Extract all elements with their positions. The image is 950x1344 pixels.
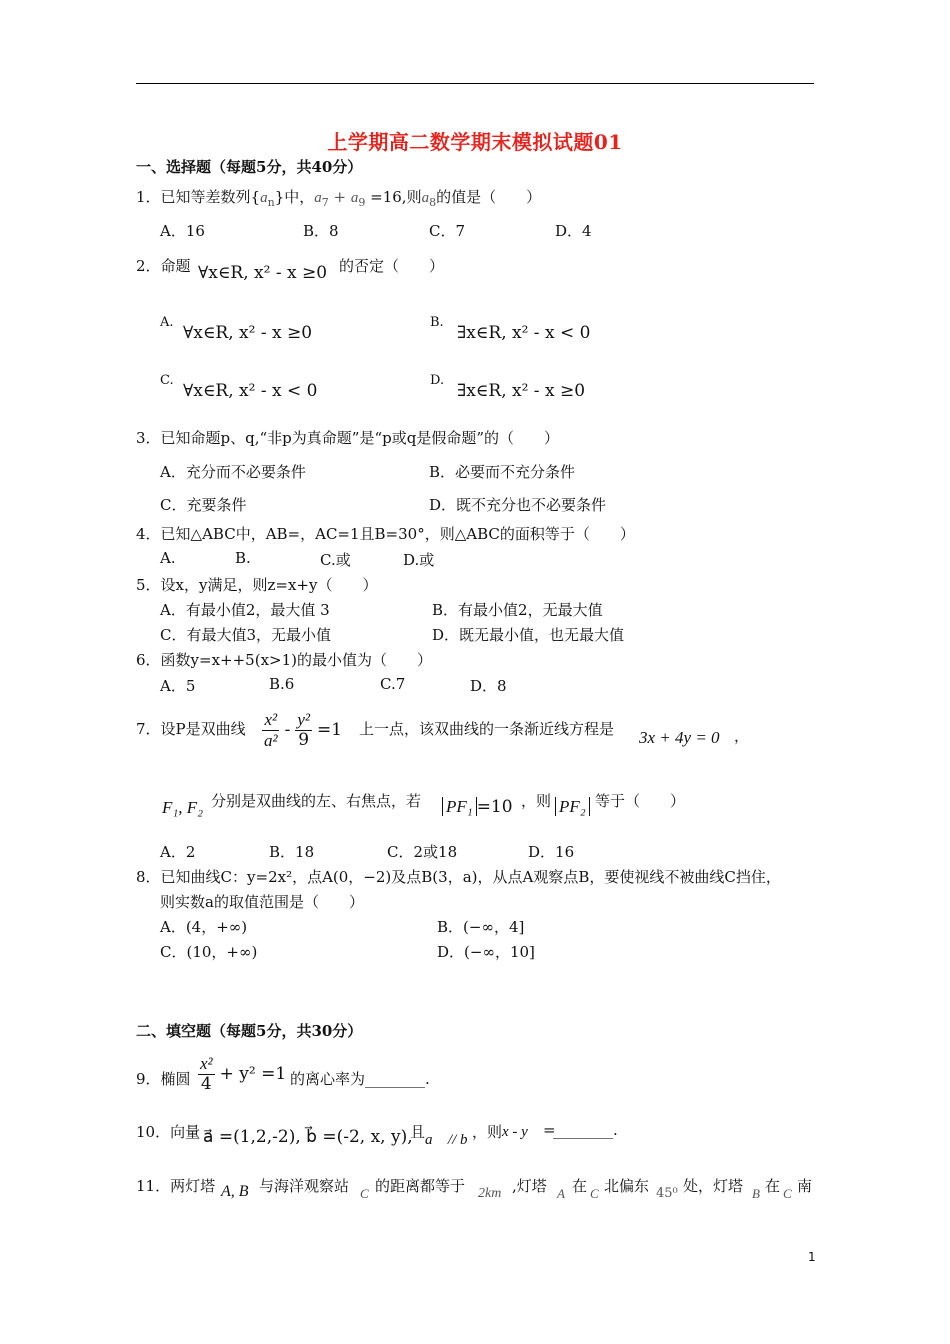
question-4-option-a: A. <box>160 549 176 567</box>
question-4-option-d: D.或 <box>403 551 435 569</box>
question-11-c-var-3: C <box>783 1186 792 1201</box>
fraction-x-over-4: $\frac{\text{x²}}{4}$ <box>200 1054 213 1094</box>
question-11-dist: 2km <box>478 1186 502 1201</box>
question-7-line2b: ，则 <box>521 792 552 810</box>
question-2-option-c-label: C. <box>160 373 174 388</box>
question-2-option-a-label: A. <box>160 315 174 330</box>
question-5-option-c: C．有最大值3，无最小值 <box>160 626 332 644</box>
question-1-stem: 1．已知等差数列$\{a_n\}$中，$a_7 + a_9 =16$,则$a_8$的值是（ ） <box>136 188 542 209</box>
question-11-j: 南 <box>797 1177 813 1195</box>
question-2-option-b: ∃x∈R, x² - x < 0 <box>457 323 591 343</box>
question-2-prefix: 2．命题 <box>136 257 191 275</box>
section-heading-choice: 一、选择题（每题5分，共40分） <box>136 158 363 176</box>
page-number: 1 <box>808 1250 816 1264</box>
question-2-stem-math: ∀x∈R, x² - x ≥0 <box>198 263 328 283</box>
question-8-line1: 8．已知曲线C：y=2x²，点A(0，−2)及点B(3，a)，从点A观察点B，要使视线不被曲线C挡住， <box>136 868 781 886</box>
question-6-option-d: D．8 <box>470 677 507 695</box>
question-9-prefix: 9．椭圆 <box>136 1070 191 1088</box>
question-1-option-d: D．4 <box>555 222 592 240</box>
question-7-comma: ， <box>734 727 750 745</box>
question-5-stem: 5．设x，y满足，则z=x+y（ ） <box>136 576 378 594</box>
question-6-option-c: C.7 <box>380 675 406 693</box>
question-1-option-b: B．8 <box>303 222 339 240</box>
question-10-prefix: 10．向量 <box>136 1123 201 1141</box>
question-6-stem: 6．函数y=x++5(x>1)的最小值为（ ） <box>136 651 433 669</box>
question-5-option-b: B．有最小值2，无最大值 <box>432 601 603 619</box>
fraction-y-over-9: $\frac{\text{y²}}{9}$ <box>297 710 311 750</box>
question-6-option-b: B.6 <box>269 675 295 693</box>
fraction-x-over-a: $\frac{\text{x²}}{\text{a²}}$ <box>264 710 278 750</box>
question-7-prefix: 7．设P是双曲线 <box>136 720 246 738</box>
question-7-line2a: 分别是双曲线的左、右焦点，若 <box>211 792 422 810</box>
question-11-h: 处，灯塔 <box>683 1177 744 1195</box>
question-2-suffix: 的否定（ ） <box>339 257 445 275</box>
question-5-option-a: A．有最小值2，最大值 3 <box>160 601 330 619</box>
question-11-b-var: B <box>752 1186 760 1201</box>
question-11-i: 在 <box>765 1177 781 1195</box>
question-11-c-var-2: C <box>590 1186 599 1201</box>
question-6-option-a: A．5 <box>160 677 196 695</box>
question-7-option-a: A．2 <box>160 843 196 861</box>
question-10-vectors: a⃗ =(1,2,-2), b⃗ =(-2, x, y), <box>203 1127 413 1147</box>
question-10-suffix: ________. <box>553 1121 618 1139</box>
question-7-option-b: B．18 <box>269 843 315 861</box>
question-7-mid: 上一点，该双曲线的一条渐近线方程是 <box>359 720 615 738</box>
question-4-option-b: B. <box>235 549 251 567</box>
question-9-suffix: 的离心率为________. <box>290 1070 430 1088</box>
question-10-eq: = <box>543 1121 556 1139</box>
question-9-ellipse: $\frac{\text{x²}}{4}$ + y² =1 <box>200 1054 287 1094</box>
question-3-option-c: C．充要条件 <box>160 496 247 514</box>
question-11-f: 在 <box>572 1177 588 1195</box>
question-8-option-c: C．(10，+∞) <box>160 943 258 961</box>
question-7-pf2: PF₂ <box>555 797 590 817</box>
question-11-angle: 45⁰ <box>656 1186 678 1201</box>
question-1-option-a: A．16 <box>160 222 205 240</box>
question-2-option-b-label: B. <box>430 315 444 330</box>
question-10-cond2: a⃗ // b⃗ <box>425 1132 480 1148</box>
question-7-line2c: 等于（ ） <box>595 792 686 810</box>
question-4-option-c: C.或 <box>320 551 351 569</box>
question-11-ab: A, B <box>221 1183 249 1200</box>
question-8-option-a: A．(4，+∞) <box>160 918 248 936</box>
question-11-d: 的距离都等于 <box>375 1177 466 1195</box>
question-10-then: ，则 <box>472 1123 503 1141</box>
question-2-option-a: ∀x∈R, x² - x ≥0 <box>183 323 313 343</box>
question-11-e: ,灯塔 <box>512 1177 547 1195</box>
question-3-option-a: A．充分而不必要条件 <box>160 463 306 481</box>
question-7-pf1: PF₁ =10 <box>442 797 513 817</box>
question-8-option-d: D．(−∞，10] <box>437 943 535 961</box>
question-3-option-b: B．必要而不充分条件 <box>429 463 576 481</box>
question-8-option-b: B．(−∞，4] <box>437 918 525 936</box>
question-8-line2: 则实数a的取值范围是（ ） <box>160 893 364 911</box>
question-2-option-d: ∃x∈R, x² - x ≥0 <box>457 381 586 401</box>
question-10-cond1: 且 <box>410 1123 426 1141</box>
question-11-a-var: A <box>557 1186 565 1201</box>
top-rule <box>136 83 814 84</box>
question-7-foci: F₁, F₂ <box>162 798 204 817</box>
section-heading-fill: 二、填空题（每题5分，共30分） <box>136 1022 363 1040</box>
question-11-a: 11．两灯塔 <box>136 1177 216 1195</box>
question-1-option-c: C．7 <box>429 222 466 240</box>
question-10-expr: x - y <box>502 1124 528 1140</box>
question-3-stem: 3．已知命题p、q,“非p为真命题”是“p或q是假命题”的（ ） <box>136 429 559 447</box>
question-7-hyperbola: $\frac{\text{x²}}{\text{a²}}$ - $\frac{\text{y²}}{9}$ =1 <box>264 710 343 750</box>
question-4-stem: 4．已知△ABC中，AB=，AC=1且B=30°，则△ABC的面积等于（ ） <box>136 525 635 543</box>
question-11-c: C <box>360 1186 369 1201</box>
question-11-b: 与海洋观察站 <box>259 1177 350 1195</box>
question-11-g: 北偏东 <box>604 1177 650 1195</box>
question-3-option-d: D．既不充分也不必要条件 <box>429 496 607 514</box>
question-7-option-d: D．16 <box>528 843 575 861</box>
question-7-option-c: C．2或18 <box>387 843 458 861</box>
question-2-option-c: ∀x∈R, x² - x < 0 <box>183 381 318 401</box>
question-5-option-d: D．既无最小值，也无最大值 <box>432 626 625 644</box>
question-7-asymptote: 3x + 4y = 0 <box>639 728 720 747</box>
page-title: 上学期高二数学期末模拟试题01 <box>327 130 623 154</box>
question-2-option-d-label: D. <box>430 373 445 388</box>
